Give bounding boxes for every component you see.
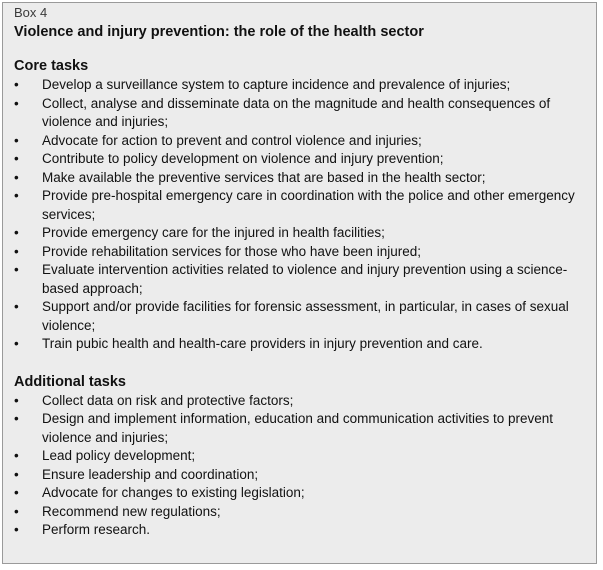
core-task-text: Provide pre-hospital emergency care in coordination with the police and other emergency services;	[42, 188, 575, 222]
bullet-icon: •	[14, 411, 19, 426]
core-task-item	[14, 132, 586, 151]
additional-tasks-list	[14, 392, 586, 540]
bullet-icon: •	[14, 95, 19, 111]
core-task-item	[14, 76, 586, 95]
box-title: Violence and injury prevention: the role of the health sector	[14, 24, 424, 40]
additional-task-text: Design and implement information, education and communication activities to prevent violence and injuries;	[42, 411, 554, 445]
core-task-text: Develop a surveillance system to capture incidence and prevalence of injuries;	[42, 77, 511, 92]
bullet-icon: •	[14, 522, 19, 537]
core-tasks-heading: Core tasks	[14, 58, 89, 74]
core-task-item	[14, 298, 586, 335]
bullet-icon: •	[14, 262, 19, 277]
bullet-icon: •	[14, 225, 19, 240]
bullet-icon: •	[14, 466, 19, 482]
core-task-text: Make available the preventive services that are based in the health sector;	[42, 169, 486, 185]
core-task-text: Provide emergency care for the injured in health facilities;	[42, 225, 385, 240]
text-box	[2, 2, 597, 564]
additional-task-text: Collect data on risk and protective factors;	[42, 392, 294, 408]
box-label: Box 4	[14, 5, 48, 20]
additional-task-item	[14, 521, 586, 540]
additional-task-item	[14, 484, 586, 503]
core-task-text: Collect, analyse and disseminate data on the magnitude and health consequences of violence and injuries;	[42, 95, 551, 129]
additional-task-text: Ensure leadership and coordination;	[42, 466, 259, 482]
core-task-text: Contribute to policy development on violence and injury prevention;	[42, 151, 444, 166]
core-task-item	[14, 95, 586, 132]
core-task-item	[14, 187, 586, 224]
core-task-item	[14, 150, 586, 169]
core-task-text: Advocate for action to prevent and control violence and injuries;	[42, 132, 422, 148]
bullet-icon: •	[14, 448, 19, 463]
bullet-icon: •	[14, 485, 19, 500]
additional-task-text: Advocate for changes to existing legislation;	[42, 485, 305, 500]
core-task-text: Provide rehabilitation services for those who have been injured;	[42, 243, 421, 259]
core-task-text: Train pubic health and health-care providers in injury prevention and care.	[42, 336, 483, 351]
bullet-icon: •	[14, 151, 19, 166]
additional-tasks-heading: Additional tasks	[14, 373, 126, 390]
bullet-icon: •	[14, 503, 19, 519]
core-task-item	[14, 169, 586, 188]
core-task-text: Evaluate intervention activities related to violence and injury prevention using a science-based approach;	[42, 262, 568, 296]
additional-task-text: Lead policy development;	[42, 448, 196, 463]
core-task-item	[14, 261, 586, 298]
additional-task-item	[14, 410, 586, 447]
additional-task-text: Recommend new regulations;	[42, 503, 221, 519]
bullet-icon: •	[14, 392, 19, 408]
additional-task-item	[14, 392, 586, 411]
section-spacer	[14, 354, 586, 372]
additional-task-item	[14, 466, 586, 485]
core-task-item	[14, 335, 586, 354]
bullet-icon: •	[14, 77, 19, 92]
additional-task-item	[14, 447, 586, 466]
bullet-icon: •	[14, 132, 19, 148]
core-task-item	[14, 243, 586, 262]
core-task-item	[14, 224, 586, 243]
additional-task-item	[14, 503, 586, 522]
core-task-text: Support and/or provide facilities for forensic assessment, in particular, in cases of sexual violence;	[42, 299, 569, 333]
bullet-icon: •	[14, 336, 19, 351]
bullet-icon: •	[14, 188, 19, 203]
core-tasks-list	[14, 76, 586, 354]
additional-task-text: Perform research.	[42, 522, 151, 537]
bullet-icon: •	[14, 299, 19, 314]
bullet-icon: •	[14, 169, 19, 185]
bullet-icon: •	[14, 243, 19, 259]
